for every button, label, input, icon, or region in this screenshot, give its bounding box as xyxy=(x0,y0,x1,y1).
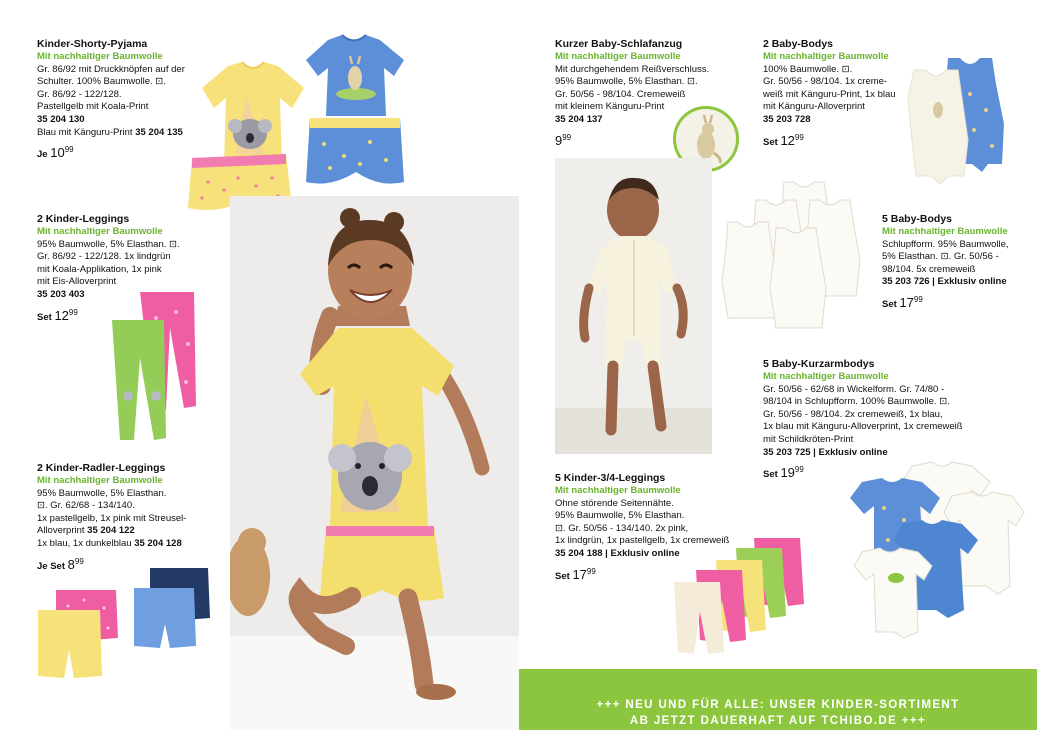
banner-line-1: +++ NEU UND FÜR ALLE: UNSER KINDER-SORTIMENT xyxy=(596,699,960,711)
price-dec: 99 xyxy=(794,132,804,142)
desc-line: 1x pastellgelb, 1x pink mit Streusel- xyxy=(37,512,187,524)
kurzarmbodys-image xyxy=(840,460,1025,640)
desc-line: 95% Baumwolle, 5% Elasthan. ⊡. xyxy=(37,238,180,250)
desc-line: Schlupfform. 95% Baumwolle, xyxy=(882,238,1009,250)
desc-line: Pastellgelb mit Koala-Print xyxy=(37,101,149,113)
article-number: 35 204 137 xyxy=(555,113,603,125)
article-number: 35 203 726 | Exklusiv online xyxy=(882,276,1007,288)
article-number: 35 204 128 xyxy=(134,537,182,549)
price xyxy=(882,294,1032,312)
price-prefix: Set xyxy=(555,570,570,582)
desc-line: 100% Baumwolle. ⊡. xyxy=(763,63,853,75)
2-bodys-image xyxy=(904,54,1014,184)
product-title: Kinder-Shorty-Pyjama xyxy=(37,38,148,50)
desc-line: 95% Baumwolle, 5% Elasthan. xyxy=(37,487,167,499)
article-number: 35 203 403 xyxy=(37,288,85,300)
variant-text: Blau mit Känguru-Print xyxy=(37,126,133,138)
price-prefix: Set xyxy=(763,136,778,148)
price-dec: 99 xyxy=(562,132,572,142)
promo-banner[interactable] xyxy=(519,669,1037,730)
price-int: 12 xyxy=(54,307,69,323)
variant-line xyxy=(37,538,227,551)
desc-line: mit Känguru-Alloverprint xyxy=(763,101,865,113)
desc-line: Gr. 86/92 - 122/128. xyxy=(37,88,122,100)
article-number: 35 204 188 | Exklusiv online xyxy=(555,547,680,559)
price xyxy=(763,132,898,150)
price-int: 10 xyxy=(50,145,65,161)
desc-line: 98/104 in Schlupfform. 100% Baumwolle. ⊡. xyxy=(763,396,950,408)
desc-line: 95% Baumwolle, 5% Elasthan. xyxy=(555,510,685,522)
baby-photo xyxy=(555,158,712,454)
article-number: 35 204 122 xyxy=(87,525,135,537)
price-prefix: Set xyxy=(763,469,778,481)
price-int: 17 xyxy=(899,294,914,310)
product-radler-leggings xyxy=(37,462,227,573)
sustainability-label: Mit nachhaltiger Baumwolle xyxy=(37,475,163,486)
product-title: 2 Baby-Bodys xyxy=(763,38,834,50)
leggings-image xyxy=(100,288,200,444)
desc-line: Gr. 50/56 - 62/68 in Wickelform. Gr. 74/80 - xyxy=(763,383,945,395)
variant-line xyxy=(37,525,227,538)
variant-text: Alloverprint xyxy=(37,525,85,537)
sustainability-label: Mit nachhaltiger Baumwolle xyxy=(555,51,681,62)
article-number: 35 204 130 xyxy=(37,113,85,125)
sustainability-label: Mit nachhaltiger Baumwolle xyxy=(882,226,1008,237)
desc-line: Schulter. 100% Baumwolle. ⊡. xyxy=(37,76,166,88)
product-title: 5 Baby-Bodys xyxy=(882,213,953,225)
price-int: 19 xyxy=(780,465,795,481)
desc-line: 98/104. 5x cremeweiß xyxy=(882,263,976,275)
desc-line: Gr. 86/92 - 122/128. 1x lindgrün xyxy=(37,251,171,263)
sustainability-label: Mit nachhaltiger Baumwolle xyxy=(37,226,163,237)
product-5-baby-bodys xyxy=(882,213,1032,312)
desc-line: ⊡. Gr. 62/68 - 134/140. xyxy=(37,500,135,512)
desc-line: mit Schildkröten-Print xyxy=(763,433,854,445)
banner-line-2: AB JETZT DAUERHAFT AUF TCHIBO.DE +++ xyxy=(629,715,927,727)
desc-line: mit Koala-Applikation, 1x pink xyxy=(37,263,162,275)
desc-line: mit kleinem Känguru-Print xyxy=(555,101,665,113)
price-dec: 99 xyxy=(913,294,923,304)
price-prefix: Set xyxy=(37,311,52,323)
article-number: 35 204 135 xyxy=(135,126,183,138)
child-photo xyxy=(230,196,519,730)
article-number: 35 203 725 | Exklusiv online xyxy=(763,446,888,458)
article-number: 35 203 728 xyxy=(763,113,811,125)
desc-line: Gr. 50/56 - 98/104. 2x cremeweiß, 1x blau, xyxy=(763,408,943,420)
product-title: 5 Kinder-3/4-Leggings xyxy=(555,472,666,484)
desc-line: Gr. 50/56 - 98/104. Cremeweiß xyxy=(555,88,686,100)
price-int: 9 xyxy=(555,132,563,148)
price-dec: 99 xyxy=(586,566,596,576)
desc-line: 95% Baumwolle, 5% Elasthan. ⊡. xyxy=(555,76,698,88)
price-int: 12 xyxy=(780,132,795,148)
5-bodys-image xyxy=(720,178,870,338)
product-title: 2 Kinder-Radler-Leggings xyxy=(37,462,166,474)
product-title: Kurzer Baby-Schlafanzug xyxy=(555,38,683,50)
price-dec: 99 xyxy=(794,465,804,475)
desc-line: weiß mit Känguru-Print, 1x blau xyxy=(763,88,896,100)
product-title: 5 Baby-Kurzarmbodys xyxy=(763,358,875,370)
price-dec: 99 xyxy=(68,307,78,317)
desc-line: Mit durchgehendem Reißverschluss. xyxy=(555,63,710,75)
desc-line: 5% Elasthan. ⊡. Gr. 50/56 - xyxy=(882,251,999,263)
price-prefix: Je Set xyxy=(37,560,65,572)
price-prefix: Set xyxy=(882,298,897,310)
sustainability-label: Mit nachhaltiger Baumwolle xyxy=(763,51,889,62)
3-4-leggings-image xyxy=(664,534,814,654)
pyjama-blue-image xyxy=(300,32,410,188)
desc-line: 1x lindgrün, 1x pastellgelb, 1x cremeweiß xyxy=(555,535,730,547)
product-2-baby-bodys xyxy=(763,38,898,149)
desc-line: Gr. 50/56 - 98/104. 1x creme- xyxy=(763,76,888,88)
sustainability-label: Mit nachhaltiger Baumwolle xyxy=(555,485,681,496)
price-int: 8 xyxy=(67,556,75,572)
price-dec: 99 xyxy=(74,556,84,566)
sustainability-label: Mit nachhaltiger Baumwolle xyxy=(763,371,889,382)
desc-line: mit Eis-Alloverprint xyxy=(37,276,117,288)
variant-text: 1x blau, 1x dunkelblau xyxy=(37,537,132,549)
sustainability-label: Mit nachhaltiger Baumwolle xyxy=(37,51,163,62)
desc-line: Ohne störende Seitennähte. xyxy=(555,497,674,509)
price-prefix: Je xyxy=(37,149,48,161)
product-title: 2 Kinder-Leggings xyxy=(37,213,130,225)
desc-line: 1x blau mit Känguru-Alloverprint, 1x cremeweiß xyxy=(763,421,963,433)
pyjama-yellow-image xyxy=(178,58,318,218)
radler-shorts-image xyxy=(34,566,214,682)
price-dec: 99 xyxy=(64,145,74,155)
desc-line: ⊡. Gr. 50/56 - 134/140. 2x pink, xyxy=(555,522,689,534)
desc-line: Gr. 86/92 mit Druckknöpfen auf der xyxy=(37,63,185,75)
price-int: 17 xyxy=(572,566,587,582)
